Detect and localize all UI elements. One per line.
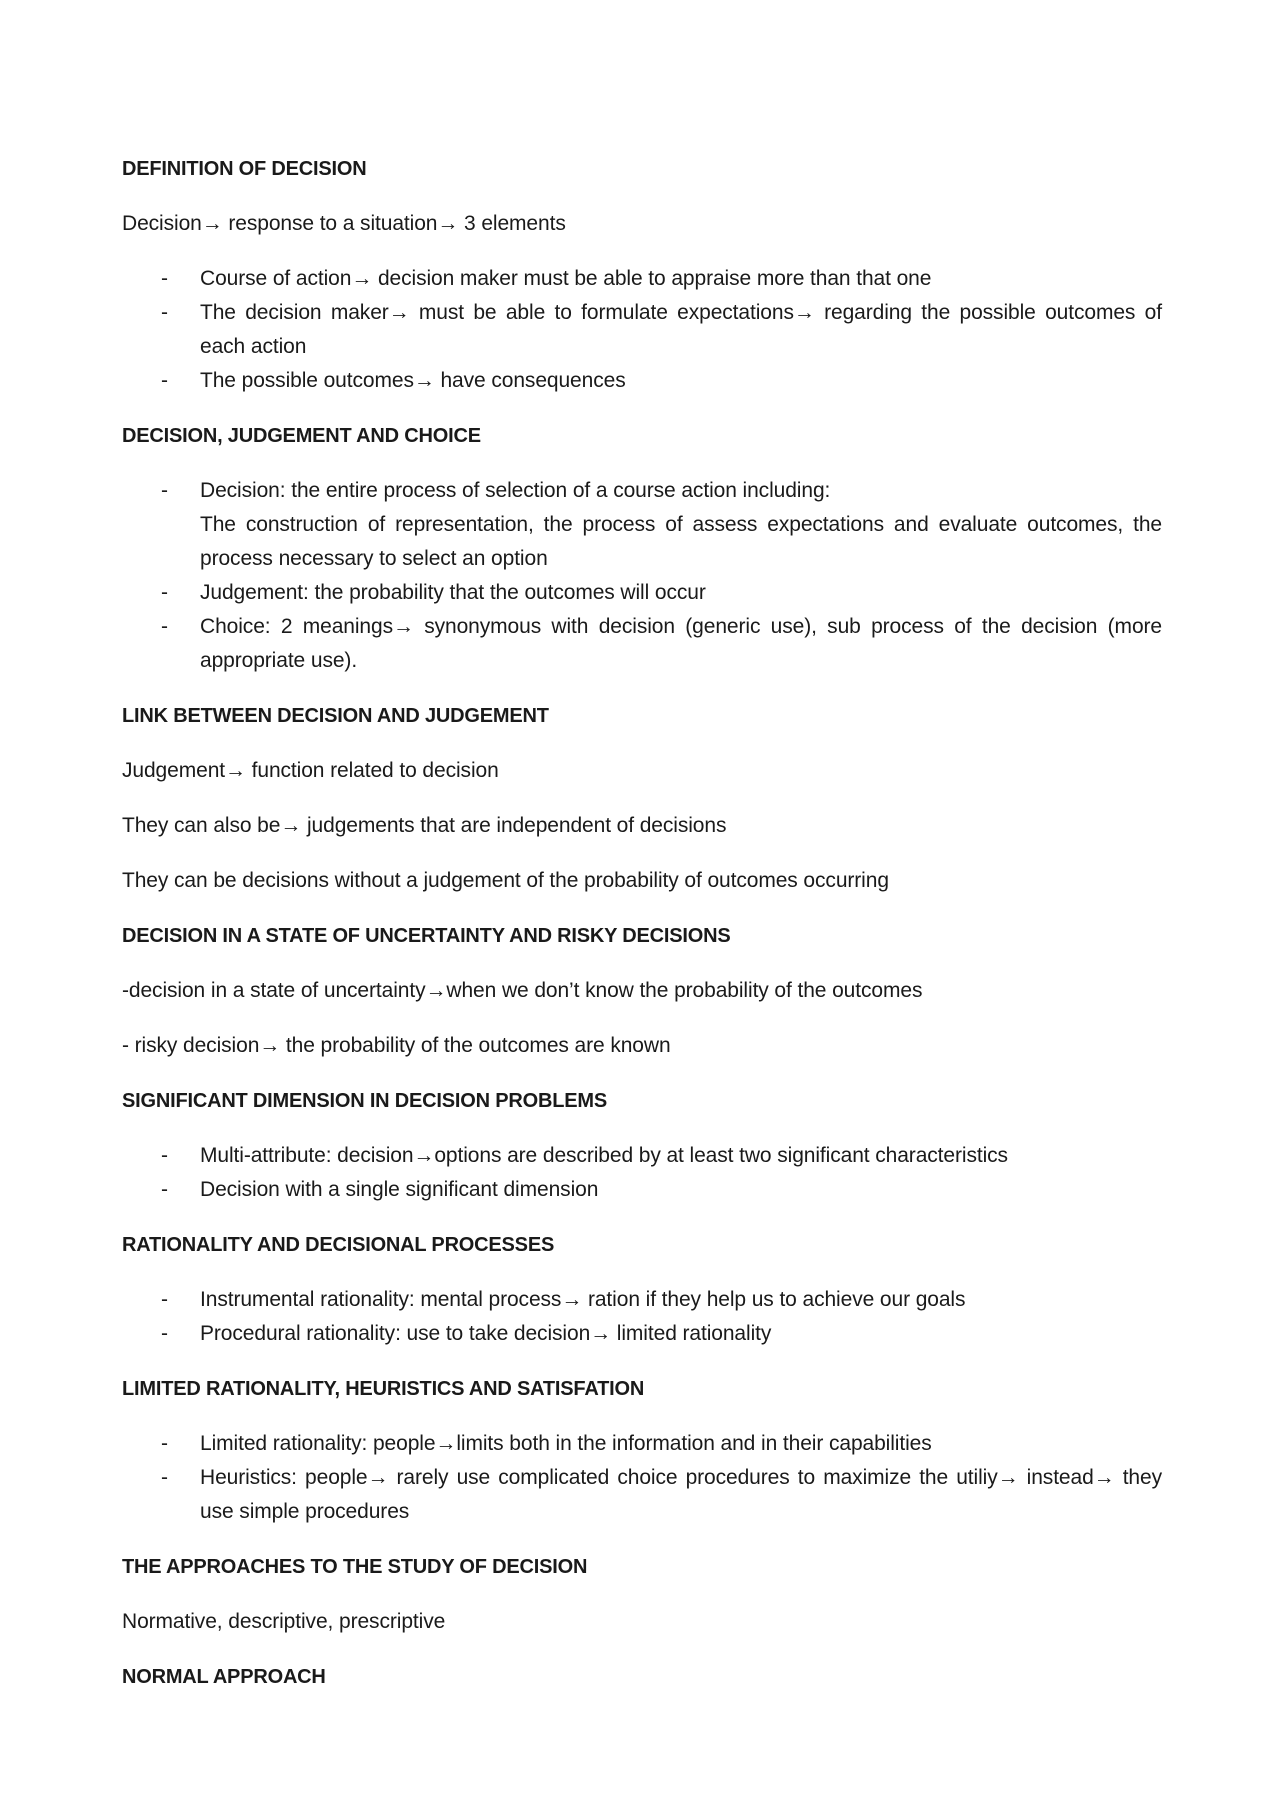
- list-item-text: Procedural rationality: use to take decision→ limited rationality: [200, 1322, 772, 1345]
- list-item: [122, 1461, 1162, 1529]
- paragraph: - risky decision→ the probability of the outcomes are known: [122, 1034, 671, 1057]
- list-item: [122, 474, 1162, 576]
- dash-marker: -: [161, 369, 168, 392]
- bullet-list: [122, 262, 1162, 398]
- document-body: [122, 152, 1162, 1715]
- list-item-text: Course of action→ decision maker must be able to appraise more than that one: [200, 267, 932, 290]
- section-heading: LINK BETWEEN DECISION AND JUDGEMENT: [122, 705, 549, 727]
- list-item: [122, 1427, 1162, 1461]
- list-item-text: Limited rationality: people→limits both in the information and in their capabilities: [200, 1432, 932, 1455]
- dash-marker: -: [161, 1466, 168, 1489]
- section-heading: NORMAL APPROACH: [122, 1666, 326, 1688]
- list-item-text: Multi-attribute: decision→options are described by at least two significant characteristics: [200, 1144, 1008, 1167]
- list-item: [122, 1317, 1162, 1351]
- dash-marker: -: [161, 1288, 168, 1311]
- bullet-list: [122, 1427, 1162, 1529]
- list-item: [122, 1139, 1162, 1173]
- list-item: [122, 1283, 1162, 1317]
- paragraph: They can be decisions without a judgement of the probability of outcomes occurring: [122, 869, 889, 892]
- list-item-continuation: The construction of representation, the process of assess expectations and evaluate outcomes, the process necessary to select an option: [200, 513, 1162, 570]
- dash-marker: -: [161, 581, 168, 604]
- paragraph: Normative, descriptive, prescriptive: [122, 1610, 446, 1633]
- dash-marker: -: [161, 615, 168, 638]
- list-item: [122, 262, 1162, 296]
- section-heading: THE APPROACHES TO THE STUDY OF DECISION: [122, 1556, 588, 1578]
- list-item-text: The decision maker→ must be able to formulate expectations→ regarding the possible outcomes of each action: [200, 301, 1162, 358]
- list-item-text: Choice: 2 meanings→ synonymous with decision (generic use), sub process of the decision (more appropriate use).: [200, 615, 1162, 672]
- list-item: [122, 576, 1162, 610]
- section-heading: DEFINITION OF DECISION: [122, 158, 367, 180]
- section-heading: RATIONALITY AND DECISIONAL PROCESSES: [122, 1234, 555, 1256]
- dash-marker: -: [161, 1178, 168, 1201]
- list-item: [122, 296, 1162, 364]
- list-item: [122, 610, 1162, 678]
- section-heading: LIMITED RATIONALITY, HEURISTICS AND SATISFATION: [122, 1378, 645, 1400]
- list-item-text: Heuristics: people→ rarely use complicated choice procedures to maximize the utiliy→ instead→ they use simple procedures: [200, 1466, 1162, 1523]
- section-heading: DECISION IN A STATE OF UNCERTAINTY AND RISKY DECISIONS: [122, 925, 731, 947]
- dash-marker: -: [161, 1432, 168, 1455]
- list-item: [122, 1173, 1162, 1207]
- section-heading: DECISION, JUDGEMENT AND CHOICE: [122, 425, 481, 447]
- dash-marker: -: [161, 301, 168, 324]
- dash-marker: -: [161, 1322, 168, 1345]
- list-item-text: Judgement: the probability that the outcomes will occur: [200, 581, 706, 604]
- bullet-list: [122, 1283, 1162, 1351]
- list-item-text: Instrumental rationality: mental process→ ration if they help us to achieve our goals: [200, 1288, 966, 1311]
- dash-marker: -: [161, 267, 168, 290]
- paragraph: They can also be→ judgements that are independent of decisions: [122, 814, 727, 837]
- bullet-list: [122, 474, 1162, 678]
- paragraph: -decision in a state of uncertainty→when we don’t know the probability of the outcomes: [122, 979, 923, 1002]
- bullet-list: [122, 1139, 1162, 1207]
- list-item: [122, 364, 1162, 398]
- section-heading: SIGNIFICANT DIMENSION IN DECISION PROBLEMS: [122, 1090, 607, 1112]
- dash-marker: -: [161, 1144, 168, 1167]
- paragraph: Decision→ response to a situation→ 3 elements: [122, 212, 566, 235]
- list-item-text: Decision with a single significant dimension: [200, 1178, 599, 1201]
- dash-marker: -: [161, 479, 168, 502]
- list-item-text: The possible outcomes→ have consequences: [200, 369, 626, 392]
- paragraph: Judgement→ function related to decision: [122, 759, 499, 782]
- list-item-text: Decision: the entire process of selection of a course action including:: [200, 479, 831, 502]
